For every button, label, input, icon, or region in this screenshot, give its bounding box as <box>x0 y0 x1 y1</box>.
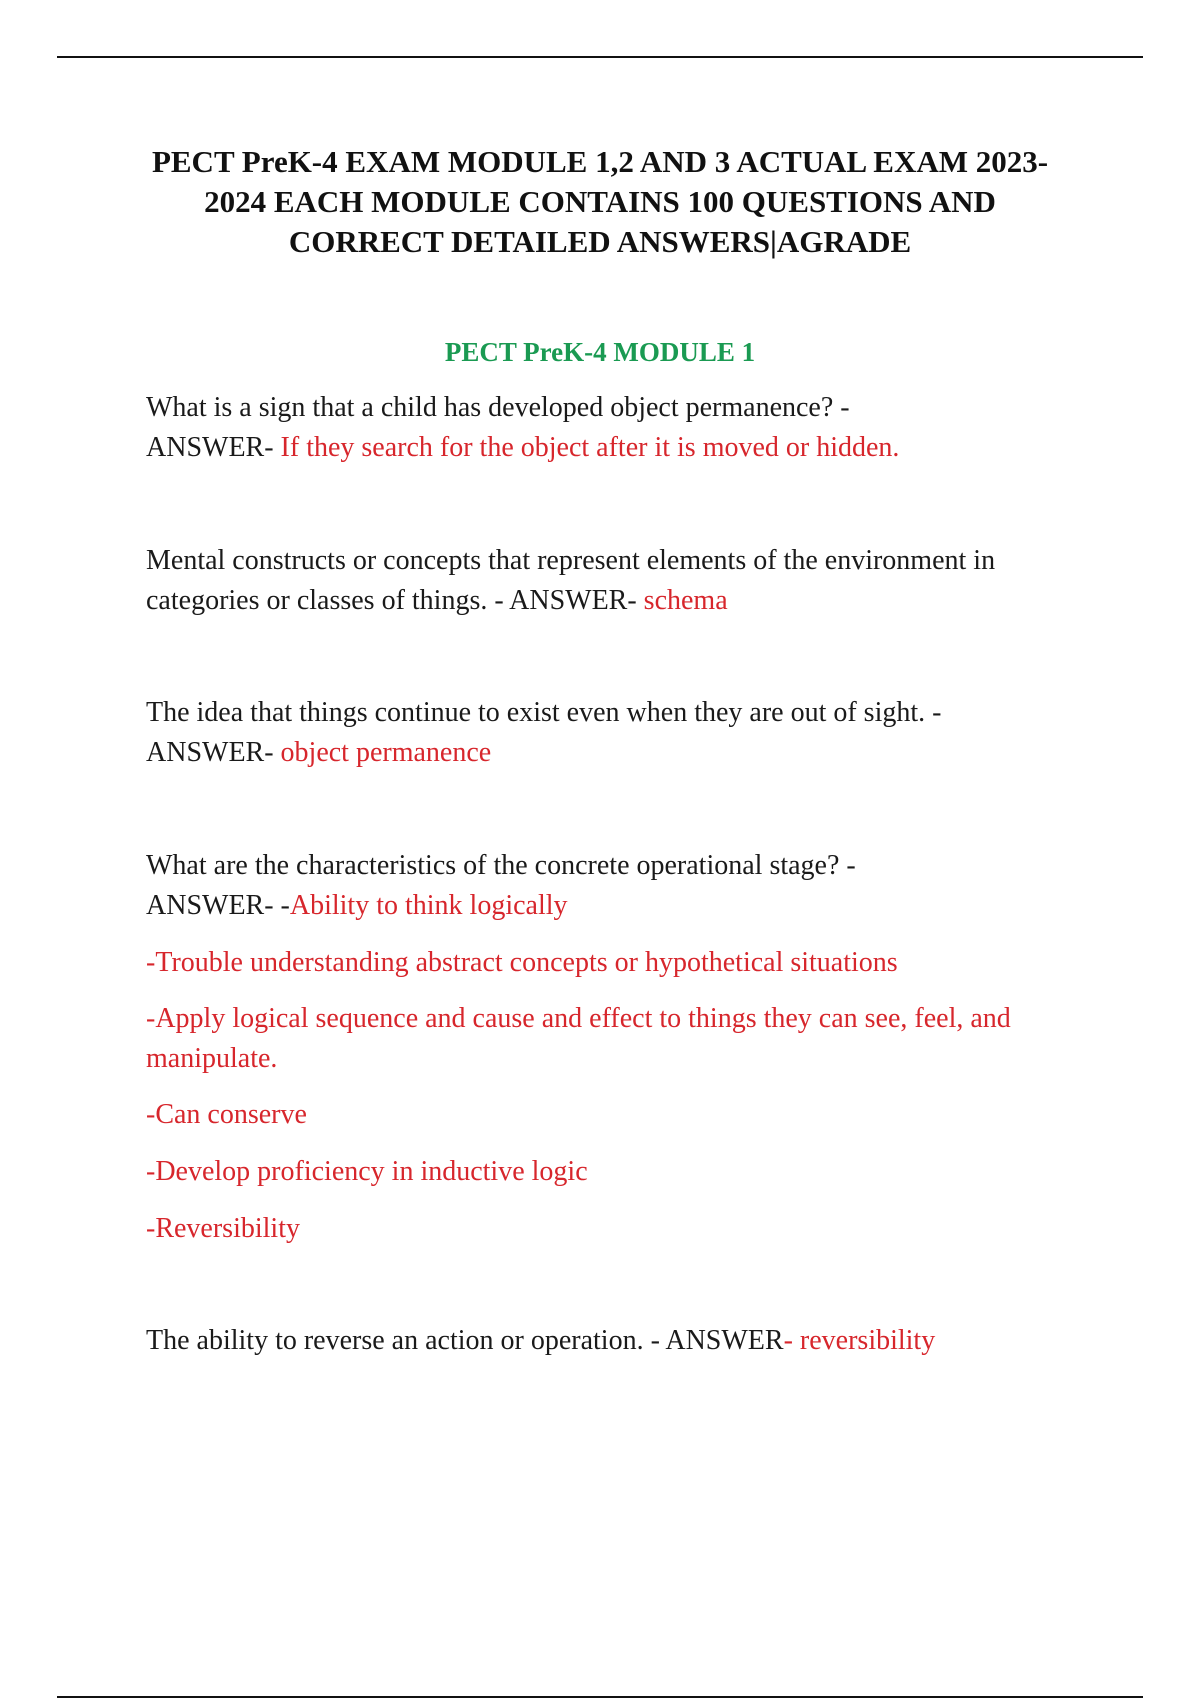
question-text: The ability to reverse an action or operation. - ANSWER <box>146 1325 784 1356</box>
top-rule <box>57 56 1143 58</box>
answer-text: - reversibility <box>783 1325 936 1356</box>
question-item <box>146 846 1106 926</box>
module-heading: PECT PreK-4 MODULE 1 <box>444 337 756 367</box>
answer-bullet: -Develop proficiency in inductive logic <box>146 1156 588 1187</box>
answer-text: Ability to think logically <box>289 890 568 921</box>
question-item <box>146 693 1106 773</box>
question-item <box>146 1321 1106 1361</box>
answer-bullet: -Reversibility <box>146 1213 300 1244</box>
answer-label: ANSWER- - <box>146 890 290 921</box>
answer-bullet: -Apply logical sequence and cause and effect to things they can see, feel, and manipulate. <box>146 1003 1011 1074</box>
answer-bullet: -Trouble understanding abstract concepts or hypothetical situations <box>146 947 898 978</box>
question-item <box>146 541 1106 621</box>
answer-label: ANSWER- <box>146 737 274 768</box>
answer-text: If they search for the object after it is moved or hidden. <box>273 432 900 463</box>
document-title: PECT PreK-4 EXAM MODULE 1,2 AND 3 ACTUAL EXAM 2023-2024 EACH MODULE CONTAINS 100 QUESTIONS AND CORRECT DETAILED ANSWERS|AGRADE <box>151 144 1049 259</box>
answer-text: object permanence <box>273 737 492 768</box>
answer-bullet: -Can conserve <box>146 1099 307 1130</box>
question-text: What is a sign that a child has developed object permanence? - <box>146 392 850 423</box>
answer-label: ANSWER- <box>146 432 274 463</box>
question-text: Mental constructs or concepts that represent elements of the environment in categories or classes of things. - ANSWER- <box>146 545 996 616</box>
question-text: What are the characteristics of the concrete operational stage? - <box>146 850 856 881</box>
question-item <box>146 388 1106 468</box>
answer-text: schema <box>636 585 728 616</box>
bottom-rule <box>57 1696 1143 1698</box>
question-text: The idea that things continue to exist even when they are out of sight. - <box>146 697 942 728</box>
